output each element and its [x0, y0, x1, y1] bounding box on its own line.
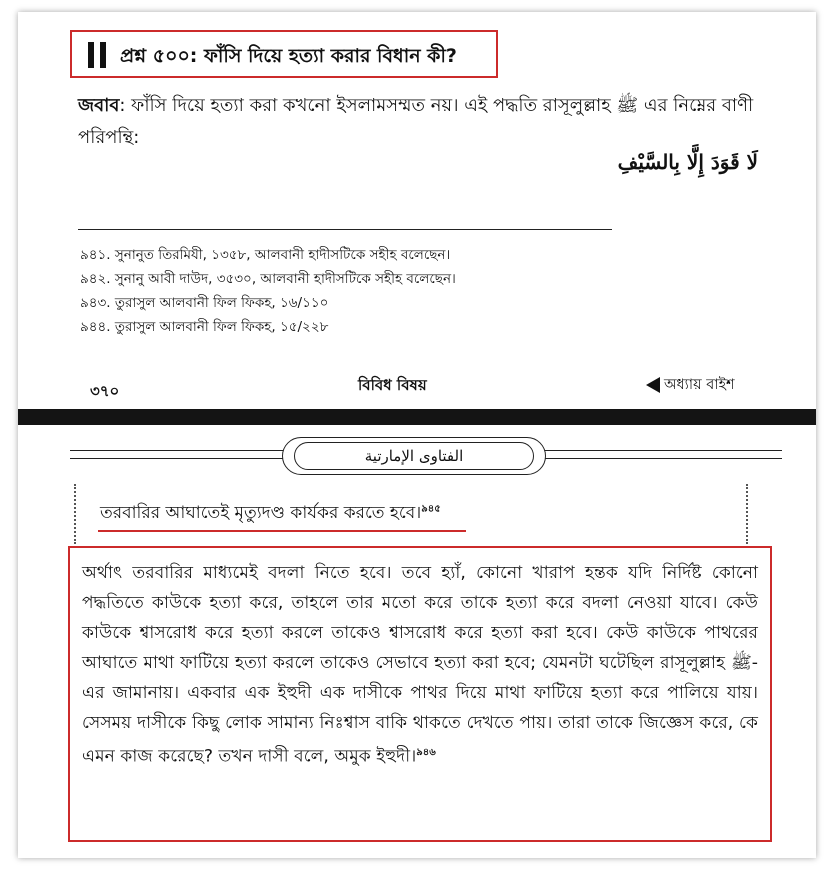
explanation-ref: ৯৪৬: [416, 747, 436, 758]
page-number: ৩৭০: [90, 382, 120, 400]
hadith-quote-ref: ৯৪৫: [421, 503, 441, 515]
document-scan: [18, 12, 816, 858]
answer-label: জবাব: [78, 95, 120, 116]
arrow-left-icon: [646, 377, 660, 393]
arabic-hadith: لَا قَوَدَ إِلَّا بِالسَّيْفِ: [617, 150, 758, 174]
section-title: বিবিধ বিষয়: [358, 376, 427, 394]
hadith-quote-text: তরবারির আঘাতেই মৃত্যুদণ্ড কার্যকর করতে হবে।: [100, 503, 422, 523]
footnote-943: ৯৪৩. তুরাসুল আলবানী ফিল ফিকহ, ১৬/১১০: [80, 295, 329, 311]
dotted-border-left: [74, 484, 76, 544]
question-highlight-box: [70, 30, 498, 78]
dotted-border-right: [746, 484, 748, 544]
hadith-quote: [100, 500, 441, 528]
footnote-942: ৯৪২. সুনানু আবী দাউদ, ৩৫৩০, আলবানী হাদীসটিকে সহীহ বলেছেন।: [80, 271, 456, 287]
question-title: প্রশ্ন ৫০০: ফাঁসি দিয়ে হত্যা করার বিধান কী?: [120, 45, 457, 67]
answer-text: : ফাঁসি দিয়ে হত্যা করা কখনো ইসলামসম্মত নয়। এই পদ্ধতি রাসূলুল্লাহ ﷺ এর নিম্নের বাণী পরিপন্থি:: [78, 95, 754, 148]
explanation-paragraph: [82, 558, 758, 772]
footnote-divider: [78, 229, 612, 230]
page-divider: [18, 409, 816, 425]
quote-underline: [98, 530, 466, 532]
chapter-label: [646, 374, 735, 398]
header-title: الفتاوى الإمارتية: [294, 442, 534, 470]
question-marker-icon: [88, 42, 108, 68]
footnote-941: ৯৪১. সুনানুত তিরমিযী, ১৩৫৮, আলবানী হাদীসটিকে সহীহ বলেছেন।: [80, 247, 451, 263]
chapter-text: অধ্যায় বাইশ: [664, 377, 735, 393]
footnote-944: ৯৪৪. তুরাসুল আলবানী ফিল ফিকহ, ১৫/২২৮: [80, 319, 329, 335]
answer-paragraph: [78, 90, 778, 154]
explanation-text: অর্থাৎ তরবারির মাধ্যমেই বদলা নিতে হবে। তবে হ্যাঁ, কোনো খারাপ হন্তক যদি নির্দিষ্ট কোনো পদ্ধতিতে কাউকে হত্যা করে, তাহলে তার মতো করে তাকে হত্যা করে বদলা নেওয়া যাবে। কেউ কাউকে শ্বাসরোধ করে হত্যা করলে তাকেও শ্বাসরোধ করে হত্যা করা হবে। কেউ কাউকে পাথরের আঘাতে মাথা ফাটিয়ে হত্যা করলে তাকেও সেভাবে হত্যা করা হবে; যেমনটা ঘটেছিল রাসূলুল্লাহ ﷺ-এর জামানায়। একবার এক ইহুদী এক দাসীকে পাথর দিয়ে মাথা ফাটিয়ে হত্যা করে পালিয়ে যায়। সেসময় দাসীকে কিছু লোক সামান্য নিঃশ্বাস বাকি থাকতে দেখতে পায়। তারা তাকে জিজ্ঞেস করে, কে এমন কাজ করেছে? তখন দাসী বলে, অমুক ইহুদী।: [82, 563, 758, 767]
